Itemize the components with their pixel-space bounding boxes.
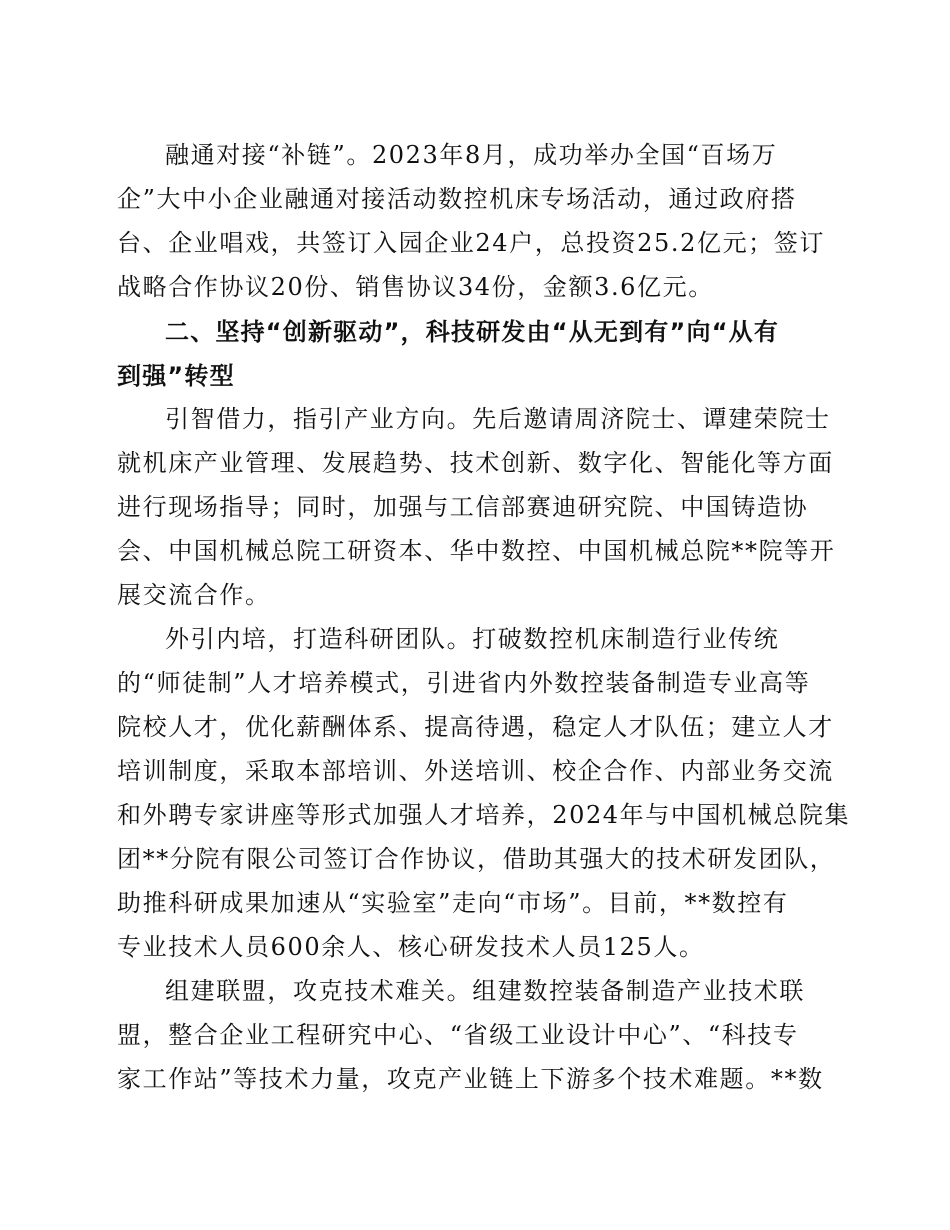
paragraph-line: 院校人才，优化薪酬体系、提高待遇，稳定人才队伍；建立人才 xyxy=(117,713,834,741)
paragraph-line: 会、中国机械总院工研资本、华中数控、中国机械总院**院等开 xyxy=(117,537,836,565)
paragraph-line: 助推科研成果加速从“实验室”走向“市场”。目前，**数控有 xyxy=(117,889,789,917)
paragraph-line: 盟，整合企业工程研究中心、“省级工业设计中心”、“科技专 xyxy=(117,1021,799,1049)
paragraph-line: 组建联盟，攻克技术难关。组建数控装备制造产业技术联 xyxy=(165,977,805,1005)
paragraph-line: 的“师徒制”人才培养模式，引进省内外数控装备制造专业高等 xyxy=(117,669,811,697)
paragraph-line: 企”大中小企业融通对接活动数控机床专场活动，通过政府搭 xyxy=(117,185,797,213)
paragraph-line: 引智借力，指引产业方向。先后邀请周济院士、谭建荣院士 xyxy=(165,405,831,433)
paragraph-line: 家工作站”等技术力量，攻克产业链上下游多个技术难题。**数 xyxy=(117,1065,824,1093)
paragraph-line: 战略合作协议20份、销售协议34份，金额3.6亿元。 xyxy=(117,273,714,301)
paragraph-line: 展交流合作。 xyxy=(117,581,271,609)
paragraph-line: 和外聘专家讲座等形式加强人才培养，2024年与中国机械总院集 xyxy=(117,801,851,829)
section-heading: 到强”转型 xyxy=(117,362,235,390)
paragraph-line: 融通对接“补链”。2023年8月，成功举办全国“百场万 xyxy=(165,141,778,169)
paragraph-line: 就机床产业管理、发展趋势、技术创新、数字化、智能化等方面 xyxy=(117,449,834,477)
paragraph-line: 进行现场指导；同时，加强与工信部赛迪研究院、中国铸造协 xyxy=(117,493,809,521)
paragraph-line: 台、企业唱戏，共签订入园企业24户，总投资25.2亿元；签订 xyxy=(117,229,825,257)
section-heading: 二、坚持“创新驱动”，科技研发由“从无到有”向“从有 xyxy=(165,318,780,346)
paragraph-line: 专业技术人员600余人、核心研发技术人员125人。 xyxy=(117,933,705,961)
paragraph-line: 外引内培，打造科研团队。打破数控机床制造行业传统 xyxy=(165,625,780,653)
paragraph-line: 培训制度，采取本部培训、外送培训、校企合作、内部业务交流 xyxy=(117,757,834,785)
paragraph-line: 团**分院有限公司签订合作协议，借助其强大的技术研发团队， xyxy=(117,845,836,873)
